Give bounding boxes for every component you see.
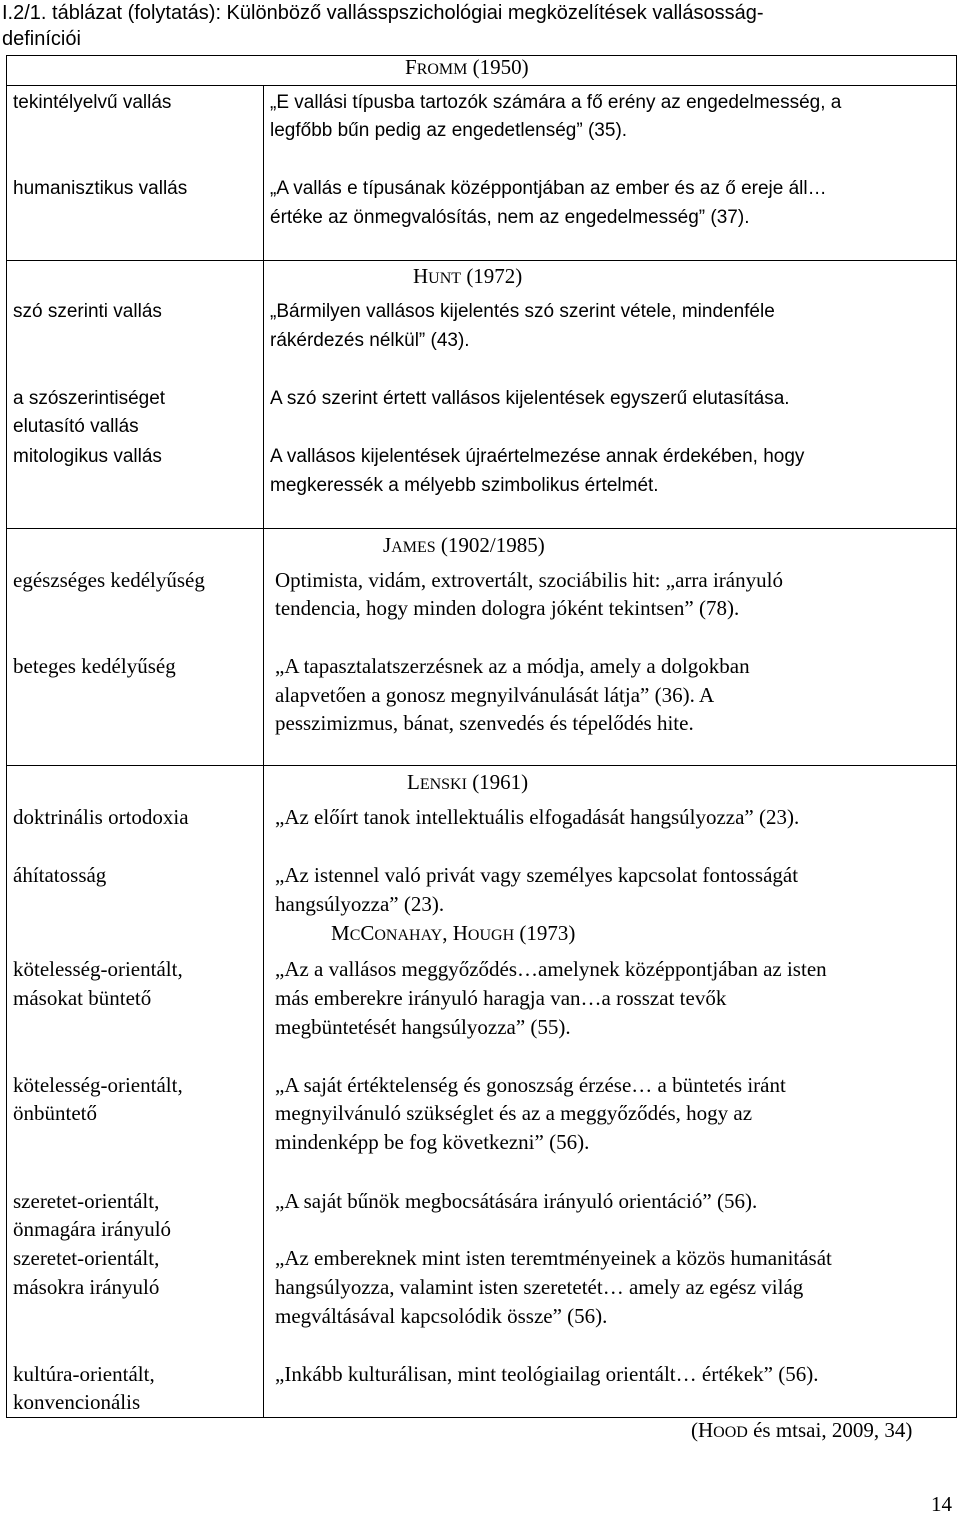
heading-initial: H bbox=[413, 264, 429, 288]
heading-rest: ENSKI bbox=[419, 776, 467, 793]
term-koteleseg-masokat-bunteto: másokat büntető bbox=[13, 986, 152, 1010]
heading-initial: J bbox=[383, 533, 392, 557]
section-rule-james bbox=[6, 528, 957, 529]
heading-initial: L bbox=[407, 770, 420, 794]
definition-line: rákérdezés nélkül” (43). bbox=[270, 330, 470, 351]
definition-line: megbüntetését hangsúlyozza” (55). bbox=[275, 1015, 571, 1039]
section-heading-hunt bbox=[413, 262, 522, 293]
page-number: 14 bbox=[931, 1492, 952, 1516]
definition-line: hangsúlyozza” (23). bbox=[275, 892, 445, 916]
heading-initial: C bbox=[360, 921, 375, 945]
definition-line: „Az istennel való privát vagy személyes kapcsolat fontosságát bbox=[275, 863, 799, 887]
header-rule bbox=[6, 85, 957, 86]
definition-line: más emberekre irányuló haragja van…a rosszat tevők bbox=[275, 986, 727, 1010]
heading-year: (1972) bbox=[461, 264, 523, 288]
definition-line: „Inkább kulturálisan, mint teológiailag orientált… értékek” (56). bbox=[275, 1362, 819, 1386]
heading-year: (1973) bbox=[514, 921, 576, 945]
term-tekintelyelvu-vallas: tekintélyelvű vallás bbox=[13, 92, 172, 113]
term-beteges-kedelyuseg: beteges kedélyűség bbox=[13, 654, 176, 678]
section-heading-mcconahay-hough bbox=[331, 919, 575, 950]
definition-line: megnyilvánuló szükséglet és az a meggyőződés, hogy az bbox=[275, 1101, 753, 1125]
definition-line: „A vallás e típusának középpontjában az ember és az ő ereje áll… bbox=[270, 178, 827, 199]
definition-line: hangsúlyozza, valamint isten szeretetét… amely az egész világ bbox=[275, 1275, 804, 1299]
heading-rest: AMES bbox=[391, 539, 436, 556]
heading-initial: F bbox=[405, 55, 417, 79]
term-koteleseg-masokat-bunteto: kötelesség-orientált, bbox=[13, 957, 183, 981]
section-heading-james bbox=[383, 531, 545, 562]
heading-rest: ONAHAY bbox=[374, 927, 443, 944]
definition-line: értéke az önmegvalósítás, nem az engedelmesség” (37). bbox=[270, 207, 750, 228]
term-szo-szerinti-vallas: szó szerinti vallás bbox=[13, 301, 162, 322]
definition-line: „A tapasztalatszerzésnek az a módja, amely a dolgokban bbox=[275, 654, 750, 678]
definition-line: mindenképp be fog következni” (56). bbox=[275, 1130, 590, 1154]
section-rule-lenski bbox=[6, 765, 957, 766]
heading-year: (1950) bbox=[467, 55, 529, 79]
definition-line: A szó szerint értett vallásos kijelentések egyszerű elutasítása. bbox=[270, 388, 790, 409]
heading-year: (1902/1985) bbox=[435, 533, 545, 557]
term-ahitatossag: áhítatosság bbox=[13, 863, 107, 887]
caption-line-2: definíciói bbox=[2, 28, 81, 50]
definition-line: „A saját bűnök megbocsátására irányuló orientáció” (56). bbox=[275, 1189, 758, 1213]
term-koteleseg-onbunteto: önbüntető bbox=[13, 1101, 97, 1125]
definition-line: „A saját értéktelenség és gonoszság érzése… a büntetés iránt bbox=[275, 1073, 786, 1097]
table-caption bbox=[2, 0, 952, 52]
definition-line: Optimista, vidám, extrovertált, szociábilis hit: „arra irányuló bbox=[275, 568, 783, 592]
section-heading-lenski bbox=[407, 768, 528, 799]
term-szoszerintiseget-elutasito: a szószerintiséget bbox=[13, 388, 166, 409]
term-szeretet-onmagara: szeretet-orientált, bbox=[13, 1189, 160, 1213]
column-divider bbox=[263, 85, 264, 1418]
definition-line: „Az előírt tanok intellektuális elfogadását hangsúlyozza” (23). bbox=[275, 805, 800, 829]
citation-open: (H bbox=[691, 1418, 714, 1442]
section-heading-fromm bbox=[405, 53, 529, 84]
term-doktrinalis-ortodoxia: doktrinális ortodoxia bbox=[13, 805, 189, 829]
heading-rest: C bbox=[349, 927, 361, 944]
definition-line: „Bármilyen vallásos kijelentés szó szerint vétele, mindenféle bbox=[270, 301, 775, 322]
heading-rest: UNT bbox=[428, 270, 462, 287]
section-rule-hunt bbox=[6, 260, 957, 261]
definition-line: megkeressék a mélyebb szimbolikus értelmét. bbox=[270, 475, 659, 496]
definition-line: legfőbb bűn pedig az engedetlenség” (35). bbox=[270, 120, 628, 141]
heading-separator: , bbox=[442, 921, 453, 945]
definition-line: „Az a vallásos meggyőződés…amelynek középpontjában az isten bbox=[275, 957, 827, 981]
definition-line: alapvetően a gonosz megnyilvánulását látja” (36). A bbox=[275, 683, 715, 707]
caption-line-1: I.2/1. táblázat (folytatás): Különböző vallásspszichológiai megközelítések vallásosság- bbox=[2, 2, 764, 24]
term-kultura-konvencionalis: konvencionális bbox=[13, 1390, 141, 1414]
term-egeszseges-kedelyuseg: egészséges kedélyűség bbox=[13, 568, 205, 592]
citation-small-caps: OOD bbox=[713, 1424, 748, 1441]
definition-line: megváltásával kapcsolódik össze” (56). bbox=[275, 1304, 608, 1328]
definition-line: „E vallási típusba tartozók számára a fő erény az engedelmesség, a bbox=[270, 92, 842, 113]
heading-year: (1961) bbox=[466, 770, 529, 794]
definition-line: A vallásos kijelentések újraértelmezése annak érdekében, hogy bbox=[270, 446, 805, 467]
heading-rest: OUGH bbox=[467, 927, 515, 944]
source-citation bbox=[691, 1418, 912, 1443]
term-szeretet-masokra: szeretet-orientált, bbox=[13, 1246, 160, 1270]
term-szeretet-onmagara: önmagára irányuló bbox=[13, 1217, 172, 1241]
definition-line: „Az embereknek mint isten teremtményeinek a közös humanitását bbox=[275, 1246, 832, 1270]
term-mitologikus-vallas: mitologikus vallás bbox=[13, 446, 162, 467]
definition-line: tendencia, hogy minden dologra jóként tekintsen” (78). bbox=[275, 596, 740, 620]
heading-rest: ROMM bbox=[416, 61, 468, 78]
definition-line: pesszimizmus, bánat, szenvedés és tépelődés hite. bbox=[275, 711, 694, 735]
heading-initial: M bbox=[331, 921, 350, 945]
term-kultura-konvencionalis: kultúra-orientált, bbox=[13, 1362, 155, 1386]
term-humanisztikus-vallas: humanisztikus vallás bbox=[13, 178, 188, 199]
term-szoszerintiseget-elutasito: elutasító vallás bbox=[13, 416, 139, 437]
heading-initial: H bbox=[452, 921, 468, 945]
term-koteleseg-onbunteto: kötelesség-orientált, bbox=[13, 1073, 183, 1097]
term-szeretet-masokra: másokra irányuló bbox=[13, 1275, 160, 1299]
citation-tail: és mtsai, 2009, 34) bbox=[747, 1418, 913, 1442]
